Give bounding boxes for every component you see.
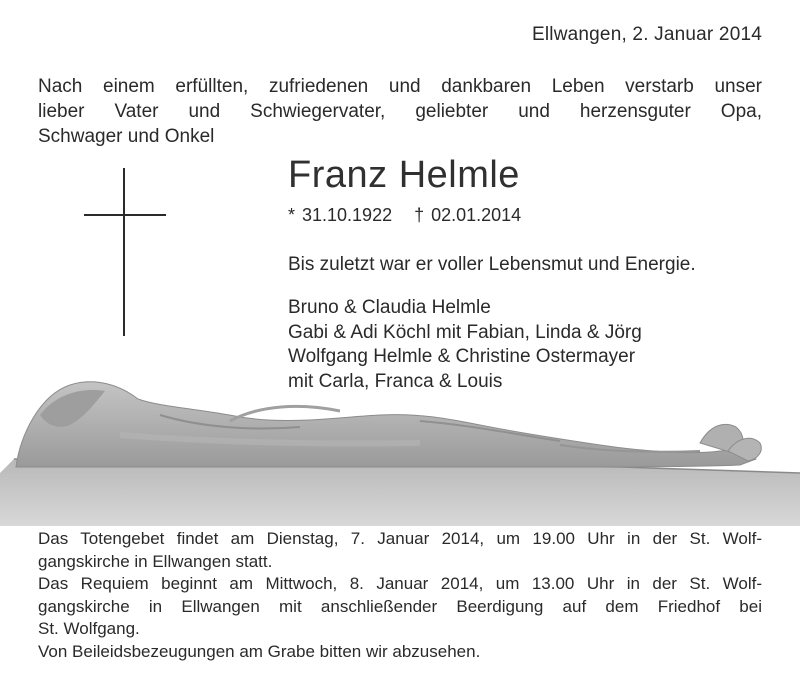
quote-text: Bis zuletzt war er voller Lebensmut und Energie.	[288, 254, 696, 275]
deceased-name: Franz Helmle	[288, 154, 520, 196]
life-dates	[288, 205, 521, 226]
intro-text	[38, 74, 762, 149]
footer-line: gangskirche in Ellwangen statt.	[38, 551, 273, 571]
mourner-line: Bruno & Claudia Helmle	[288, 297, 491, 318]
death-date: † 02.01.2014	[414, 205, 522, 225]
footer-line: Von Beileidsbezeugungen am Grabe bitten wir abzusehen.	[38, 641, 481, 661]
footer-line: gangskirche in Ellwangen mit anschließender Beerdigung auf dem Friedhof bei	[38, 596, 762, 616]
footer-line: Das Totengebet findet am Dienstag, 7. Januar 2014, um 19.00 Uhr in der St. Wolf-	[38, 529, 762, 548]
intro-line: Nach einem erfüllten, zufriedenen und dankbaren Leben verstarb unser	[38, 76, 762, 97]
mourner-line: Gabi & Adi Köchl mit Fabian, Linda & Jörg	[288, 321, 642, 343]
place-and-date: Ellwangen, 2. Januar 2014	[532, 24, 762, 45]
footer-line: Das Requiem beginnt am Mittwoch, 8. Januar 2014, um 13.00 Uhr in der St. Wolf-	[38, 574, 762, 593]
reclining-figure-sculpture-image	[0, 355, 800, 526]
birth-date: * 31.10.1922	[288, 205, 393, 225]
service-details	[38, 528, 762, 663]
intro-line: lieber Vater und Schwiegervater, geliebter und herzensguter Opa,	[38, 101, 762, 122]
mourner-line: Wolfgang Helmle & Christine Ostermayer	[288, 346, 636, 367]
footer-line: St. Wolfgang.	[38, 619, 140, 638]
cross-icon	[84, 168, 166, 336]
mourner-line: mit Carla, Franca & Louis	[288, 370, 503, 392]
intro-line: Schwager und Onkel	[38, 126, 215, 147]
